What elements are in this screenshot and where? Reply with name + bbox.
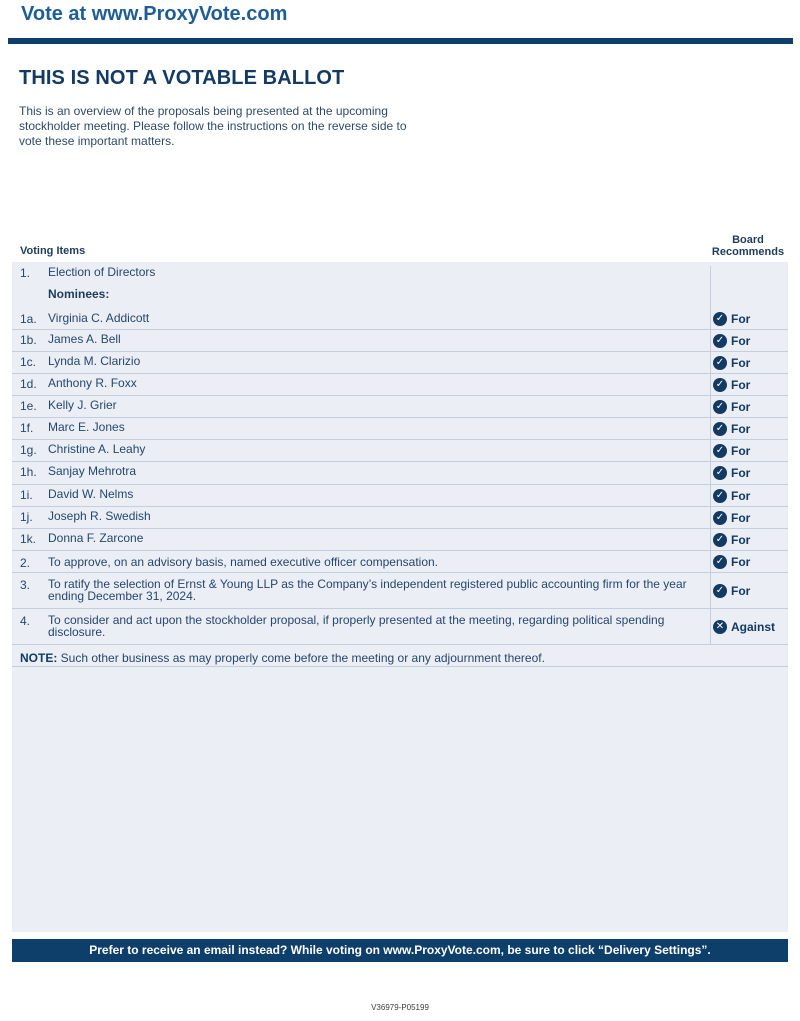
proposal-text: To consider and act upon the stockholder proposal, if properly presented at the meeting, regarding political spending disclosure. [48,613,665,639]
item-number: 1d. [20,377,37,391]
nominee-name: Donna F. Zarcone [48,531,144,545]
check-circle-icon: ✓ [713,555,727,569]
recommendation [710,507,788,528]
nominee-name: Virginia C. Addicott [48,311,150,325]
recommendation [710,330,788,351]
board-recommends-header: Board Recommends [711,234,785,258]
nominees-label: Nominees: [48,287,110,301]
note-text [20,651,545,665]
check-circle-icon: ✓ [713,533,727,547]
item-number: 1f. [20,421,34,435]
nominee-row [12,485,788,507]
note-body: Such other business as may properly come before the meeting or any adjournment thereof. [57,651,545,665]
recommendation [710,309,788,329]
check-circle-icon: ✓ [713,400,727,414]
item-number: 1e. [20,399,37,413]
proposal-text: To approve, on an advisory basis, named executive officer compensation. [48,555,438,569]
check-circle-icon: ✓ [713,334,727,348]
nominee-row [12,507,788,529]
recommendation-label: For [731,488,751,503]
item-number: 3. [20,578,31,592]
nominee-name: Joseph R. Swedish [48,509,151,523]
x-circle-icon: ✕ [713,620,727,634]
check-circle-icon: ✓ [713,466,727,480]
recommendation-label: For [731,466,751,480]
note-label: NOTE: [20,651,58,665]
recommendation [710,551,788,572]
recommendation-label: For [731,377,751,392]
note-divider [12,666,788,667]
recommendation-label: For [731,510,751,525]
check-circle-icon: ✓ [713,584,727,598]
recommendation [710,573,788,608]
check-circle-icon: ✓ [713,422,727,436]
top-divider-bar [8,38,793,44]
item-number: 1i. [20,488,33,502]
item-number: 4. [20,614,31,628]
item-number: 1j. [20,510,33,524]
nominee-name: Christine A. Leahy [48,442,146,456]
intro-text: This is an overview of the proposals being presented at the upcoming stockholder meeting. Please follow the instructions on the reverse side to vote these important matters. [19,104,407,148]
voting-items-header: Voting Items [20,245,86,257]
recommendation-label: For [731,355,751,370]
recommendation [710,609,788,644]
recommendation-label: For [731,554,751,569]
proposal-row [12,609,788,645]
recommendation-label: For [731,583,751,598]
check-circle-icon: ✓ [713,356,727,370]
recommendation [710,418,788,439]
nominee-name: Marc E. Jones [48,420,125,434]
check-circle-icon: ✓ [713,312,727,326]
item-number: 1c. [20,355,37,369]
recommendation-label: For [731,532,751,547]
nominee-row [12,374,788,396]
nominee-row [12,529,788,551]
recommendation [710,529,788,550]
nominee-row [12,418,788,440]
nominee-name: Anthony R. Foxx [48,376,137,390]
recommendation [710,352,788,373]
nominee-row [12,462,788,485]
check-circle-icon: ✓ [713,378,727,392]
recommendation [710,374,788,395]
item-number: 2. [20,556,31,570]
item-number: 1. [20,266,31,280]
recommendation-label: For [731,333,751,348]
nominee-row [12,396,788,418]
document-code: V36979-P05199 [371,1003,429,1012]
item-number: 1k. [20,532,37,546]
nominee-row [12,352,788,374]
recommendation [710,462,788,484]
recommendation-label: For [731,443,751,458]
rec-cell [710,288,788,309]
nominee-name: Sanjay Mehrotra [48,464,137,478]
recommendation-label: For [731,399,751,414]
item-text: Election of Directors [48,265,156,279]
nominee-row [12,309,788,330]
proposal-row [12,551,788,573]
email-delivery-banner: Prefer to receive an email instead? While voting on www.ProxyVote.com, be sure to click “Delivery Settings”. [12,939,788,962]
check-circle-icon: ✓ [713,489,727,503]
recommendation [710,485,788,506]
recommendation-label: For [731,421,751,436]
recommendation [710,396,788,417]
check-circle-icon: ✓ [713,511,727,525]
page-title: THIS IS NOT A VOTABLE BALLOT [19,67,345,89]
nominee-row [12,330,788,352]
proxyvote-link[interactable]: Vote at www.ProxyVote.com [21,3,288,25]
rec-cell [710,266,788,288]
proposal-text: To ratify the selection of Ernst & Young LLP as the Company’s independent registered public accounting firm for the year ending December 31, 2024. [48,577,687,603]
nominee-name: David W. Nelms [48,487,134,501]
nominee-name: James A. Bell [48,332,121,346]
nominee-row [12,440,788,462]
item-number: 1h. [20,465,37,479]
recommendation [710,440,788,461]
recommendation-label: For [731,312,751,326]
check-circle-icon: ✓ [713,444,727,458]
item-number: 1b. [20,333,37,347]
item-number: 1a. [20,312,37,326]
nominee-name: Lynda M. Clarizio [48,354,141,368]
proposal-row [12,573,788,609]
item-number: 1g. [20,443,37,457]
nominees-label-row [12,288,788,309]
election-row [12,266,788,288]
nominee-name: Kelly J. Grier [48,398,117,412]
recommendation-label: Against [731,619,776,634]
